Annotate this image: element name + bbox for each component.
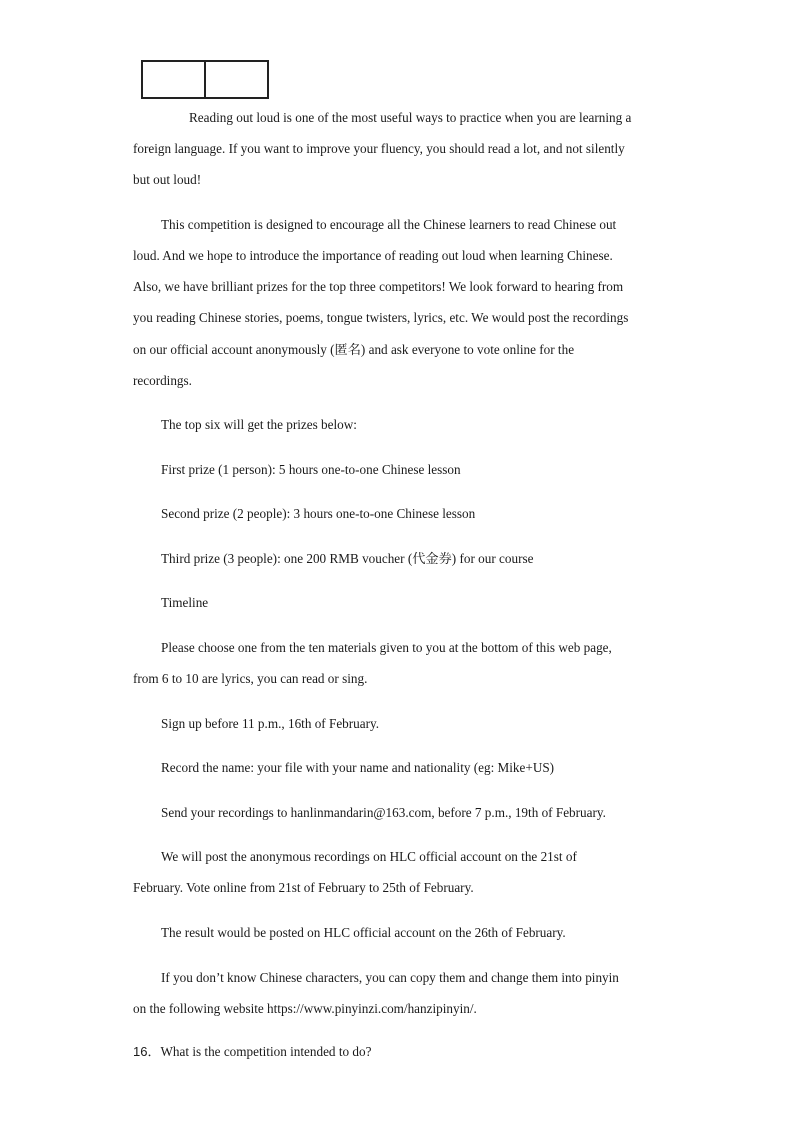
passage-line: Please choose one from the ten materials given to you at the bottom of this web page, (161, 640, 612, 655)
passage-line: This competition is designed to encourage all the Chinese learners to read Chinese out (161, 217, 617, 232)
passage-line: from 6 to 10 are lyrics, you can read or sing. (133, 671, 368, 686)
score-box (141, 60, 269, 99)
passage-line: loud. And we hope to introduce the importance of reading out loud when learning Chinese. (133, 248, 613, 263)
section-heading-timeline: Timeline (161, 595, 209, 610)
passage-line: We will post the anonymous recordings on HLC official account on the 21st of (161, 849, 577, 864)
passage-line: but out loud! (133, 172, 202, 187)
question-text: What is the competition intended to do? (160, 1044, 372, 1059)
question-16 (133, 1044, 371, 1060)
passage-line: on the following website https://www.pinyinzi.com/hanzipinyin/. (133, 1001, 477, 1016)
question-number: 16． (133, 1044, 161, 1059)
passage-line: recordings. (133, 373, 192, 388)
timeline-item: Send your recordings to hanlinmandarin@163.com, before 7 p.m., 19th of February. (161, 805, 606, 820)
passage-line: you reading Chinese stories, poems, tongue twisters, lyrics, etc. We would post the recordings (133, 310, 629, 325)
score-box-cell (204, 62, 267, 97)
prize-line: Third prize (3 people): one 200 RMB voucher (代金券) for our course (161, 551, 534, 566)
score-box-cell (143, 62, 204, 97)
passage-line: The result would be posted on HLC official account on the 26th of February. (161, 925, 566, 940)
passage-line: If you don’t know Chinese characters, you can copy them and change them into pinyin (161, 970, 619, 985)
prize-line: First prize (1 person): 5 hours one-to-one Chinese lesson (161, 462, 461, 477)
passage-line: foreign language. If you want to improve your fluency, you should read a lot, and not silently (133, 141, 625, 156)
prize-line: Second prize (2 people): 3 hours one-to-one Chinese lesson (161, 506, 476, 521)
timeline-item: Record the name: your file with your name and nationality (eg: Mike+US) (161, 760, 555, 775)
passage-line: February. Vote online from 21st of February to 25th of February. (133, 880, 474, 895)
passage-line: on our official account anonymously (匿名) and ask everyone to vote online for the (133, 342, 575, 357)
timeline-item: Sign up before 11 p.m., 16th of February. (161, 716, 380, 731)
passage-line: Also, we have brilliant prizes for the top three competitors! We look forward to hearing from (133, 279, 624, 294)
passage-line: Reading out loud is one of the most useful ways to practice when you are learning a (189, 110, 632, 125)
passage-line: The top six will get the prizes below: (161, 417, 357, 432)
